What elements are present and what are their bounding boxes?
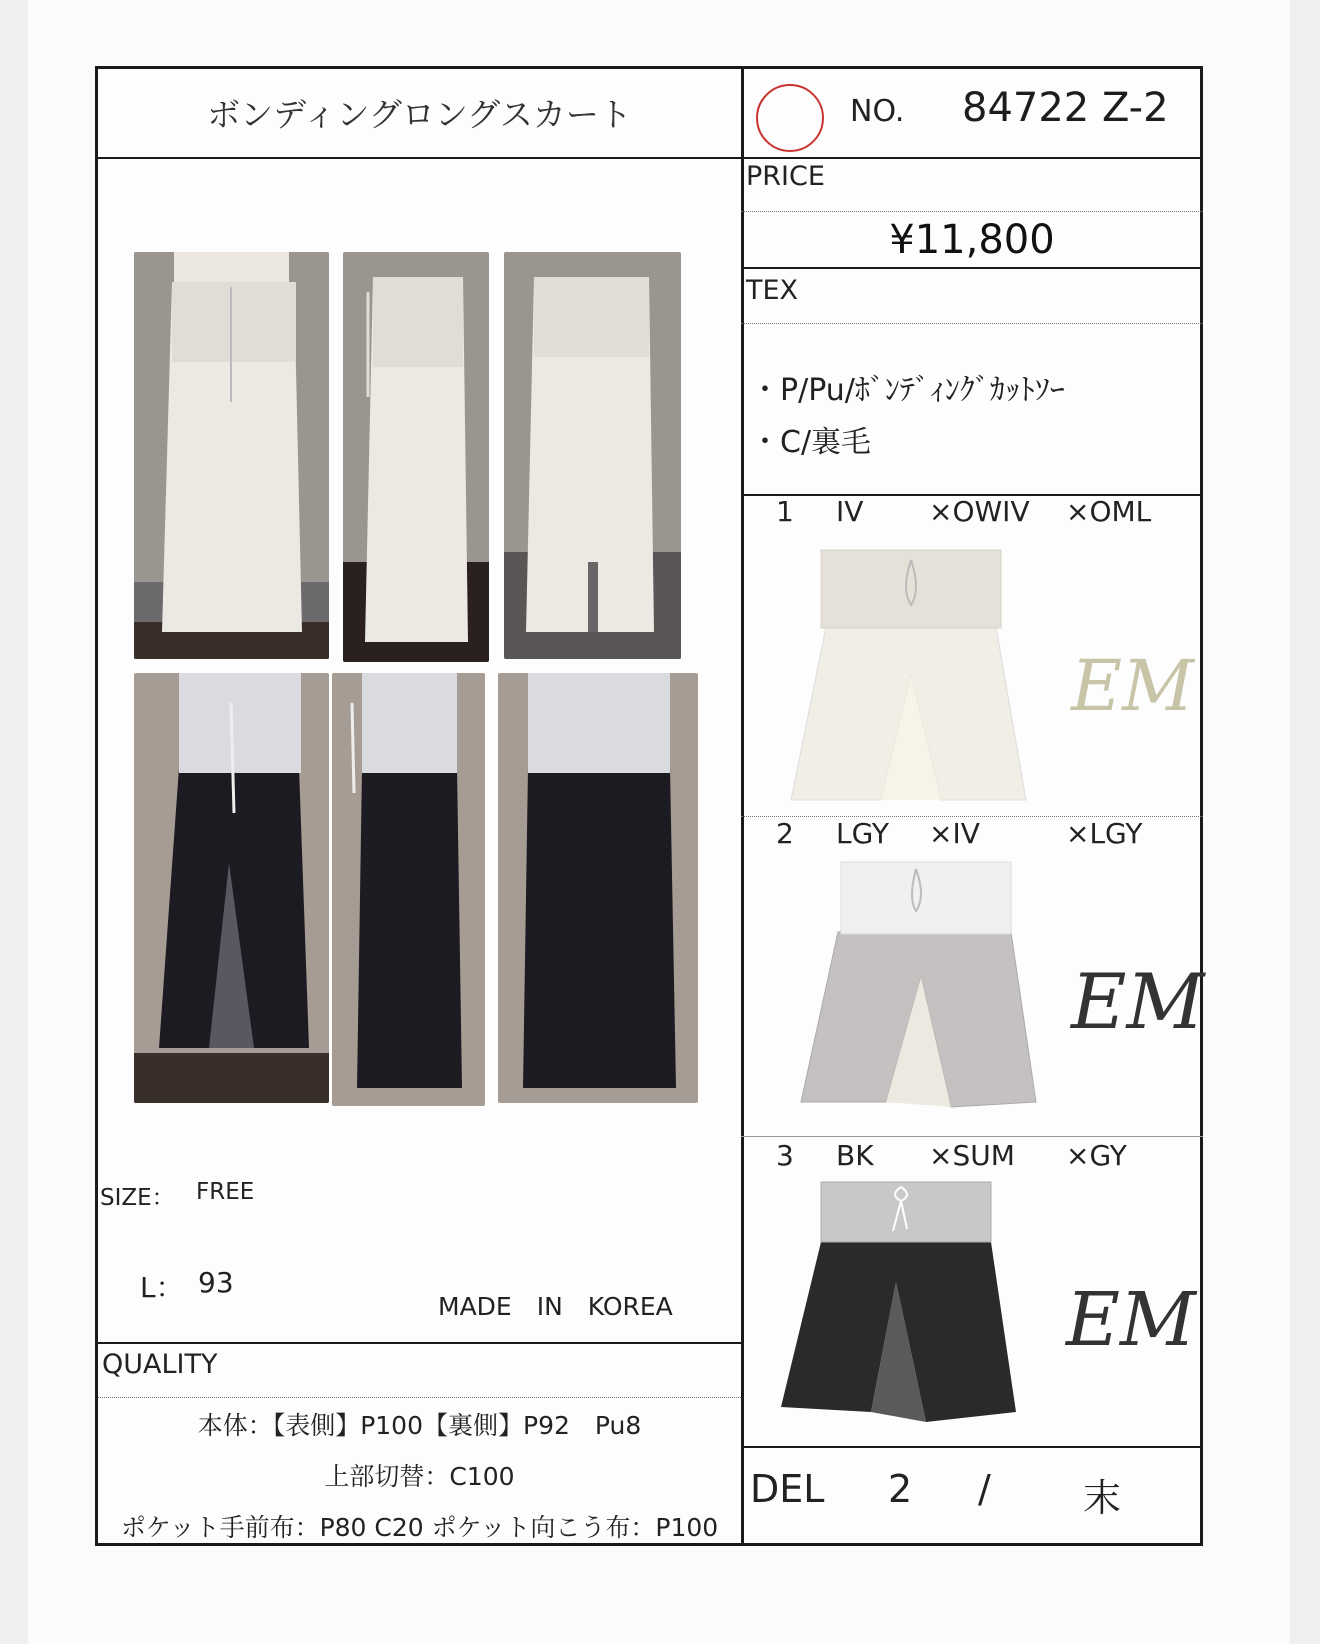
- photo-iv-front: [134, 252, 329, 659]
- price-divider: [741, 267, 1203, 269]
- price-dotted-divider: [741, 211, 1203, 212]
- product-number-label: NO.: [850, 94, 905, 129]
- price-label: PRICE: [746, 161, 825, 192]
- tex-line-1: ・P/Pu/ﾎﾞﾝﾃﾞｨﾝｸﾞｶｯﾄｿｰ: [750, 373, 1065, 408]
- variant-combo-1: ×OWIV: [929, 495, 1030, 528]
- photo-iv-back: [504, 252, 681, 659]
- size-label: SIZE：: [100, 1185, 175, 1211]
- skirt-waistband: [841, 862, 1011, 934]
- skirt-illustration-1: [761, 535, 1061, 810]
- skirt-illustration-2: [786, 857, 1046, 1127]
- delivery-slash: /: [978, 1467, 991, 1511]
- variant-1: [741, 495, 1203, 816]
- product-number: 84722 Z-2: [962, 85, 1169, 131]
- length-value: 93: [198, 1266, 234, 1299]
- brand-logo-3: EM: [1066, 1277, 1196, 1363]
- length-label: L：: [140, 1271, 184, 1304]
- size-value: FREE: [196, 1179, 255, 1205]
- variant-number: 2: [776, 817, 794, 850]
- variant-combo-1: ×SUM: [929, 1139, 1015, 1172]
- quality-line-2: 上部切替：C100: [324, 1462, 515, 1491]
- tex-line-2: ・C/裏毛: [750, 425, 872, 460]
- quality-label: QUALITY: [102, 1349, 218, 1380]
- photo-iv-side: [343, 252, 489, 662]
- delivery-month: 2: [888, 1467, 913, 1511]
- origin-text: MADE IN KOREA: [438, 1292, 673, 1321]
- brand-logo-2: EM: [1071, 957, 1205, 1046]
- header-divider: [98, 157, 1203, 159]
- approval-circle-mark: [756, 84, 824, 152]
- delivery-period: 末: [1083, 1476, 1122, 1520]
- photo-bk-front: [134, 673, 329, 1103]
- variant-combo-2: ×GY: [1066, 1139, 1127, 1172]
- variant-number: 1: [776, 495, 794, 528]
- quality-dotted-divider: [98, 1397, 741, 1398]
- tex-label: TEX: [746, 275, 799, 306]
- quality-line-3: ポケット手前布：P80 C20 ポケット向こう布：P100: [120, 1513, 719, 1542]
- price-value: ¥11,800: [889, 217, 1055, 263]
- delivery-divider: [741, 1446, 1203, 1448]
- product-spec-sheet: [95, 66, 1203, 1546]
- variant-combo-2: ×OML: [1066, 495, 1152, 528]
- variant-3: [741, 1137, 1203, 1446]
- variant-combo-1: ×IV: [929, 817, 980, 850]
- quality-divider: [98, 1342, 741, 1344]
- tex-dotted-divider: [741, 323, 1203, 324]
- variant-color-code: IV: [836, 495, 864, 528]
- brand-logo-1: EM: [1071, 645, 1194, 727]
- quality-line-1: 本体：【表側】P100【裏側】P92 Pu8: [197, 1411, 642, 1440]
- product-title: ボンディングロングスカート: [207, 95, 632, 134]
- skirt-illustration-3: [776, 1177, 1036, 1437]
- variant-combo-2: ×LGY: [1066, 817, 1143, 850]
- variant-color-code: BK: [836, 1139, 874, 1172]
- photo-bk-side: [332, 673, 485, 1106]
- variant-2: [741, 817, 1203, 1136]
- photo-bk-back: [498, 673, 698, 1103]
- variant-number: 3: [776, 1139, 794, 1172]
- variant-color-code: LGY: [836, 817, 890, 850]
- delivery-label: DEL: [750, 1467, 825, 1511]
